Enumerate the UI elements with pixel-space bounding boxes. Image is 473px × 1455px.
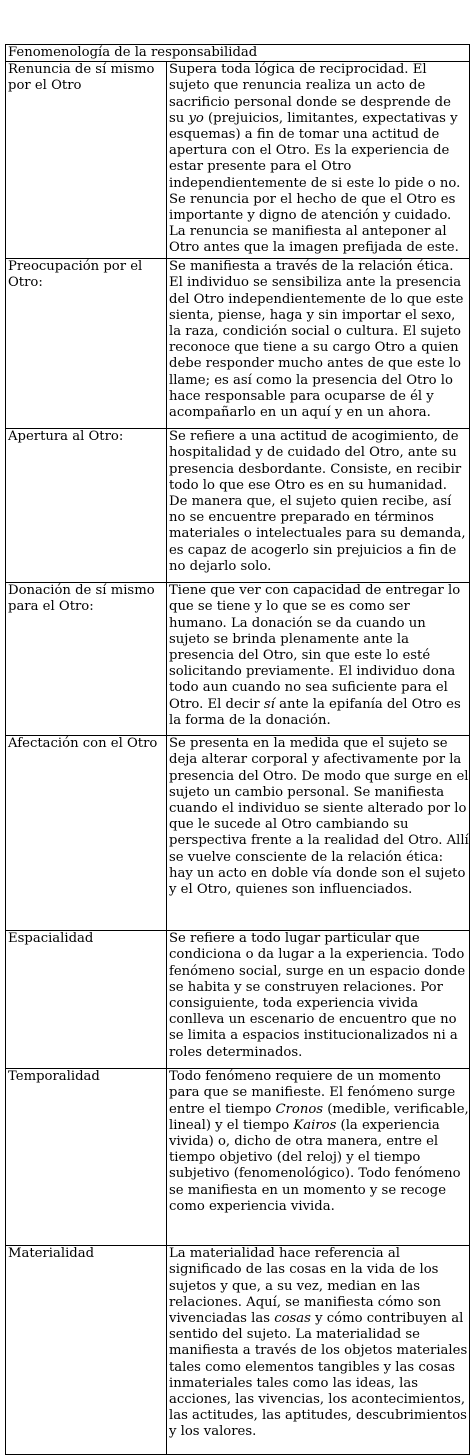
row-term: Temporalidad [6, 1069, 167, 1246]
italic-text: yo [188, 110, 204, 126]
responsibility-table [5, 44, 470, 1455]
table-row [6, 429, 470, 583]
table-row [6, 931, 470, 1069]
italic-text: cosas [274, 1311, 311, 1327]
text-segment: (prejuicios, limitantes, expectativas y esquemas) a fin de tomar una actitud de apertura con el Otro. Es la experiencia de estar presente para el Otro independientemente de si este lo pide o no. Se renuncia por el hecho de que el Otro es importante y digno de atención y cuidado. La renuncia se manifiesta al anteponer al Otro antes que la imagen prefijada de este. [169, 110, 461, 256]
table-row [6, 583, 470, 736]
row-description [167, 62, 470, 259]
table-row [6, 62, 470, 259]
row-description [167, 1246, 470, 1455]
table-row [6, 1246, 470, 1455]
text-segment: Todo fenómeno requiere de un momento para que se manifieste. El fenómeno surge entre el tiempo [169, 1069, 456, 1117]
table-header-row [6, 45, 470, 62]
italic-text: sí [263, 696, 275, 712]
text-segment: Se refiere a todo lugar particular que condiciona o da lugar a la experiencia. Todo fenómeno social, surge en un espacio donde se habita y se construyen relaciones. Por consiguiente, toda experiencia vivida conlleva un escenario de encuentro que no se limita a espacios institucionalizados ni a roles determinados. [169, 931, 466, 1060]
text-segment: Se manifiesta a través de la relación ética. El individuo se sensibiliza ante la presencia del Otro independientemente de lo que este sienta, piense, haga y sin importar el sexo, la raza, condición social o cultura. El sujeto reconoce que tiene a su cargo Otro a quien debe responder mucho antes de que este lo llame; es así como la presencia del Otro lo hace responsable para ocuparse de él y acompañarlo en un aquí y en un ahora. [169, 259, 464, 421]
row-description [167, 583, 470, 736]
text-segment: (medible, verificable, lineal) y el tiempo [169, 1101, 469, 1133]
row-term: Espacialidad [6, 931, 167, 1069]
text-segment: Supera toda lógica de reciprocidad. El sujeto que renuncia realiza un acto de sacrificio personal donde se desprende de su [169, 62, 451, 126]
text-segment: ante la epifanía del Otro es la forma de la donación. [169, 696, 461, 728]
table-body [6, 45, 470, 1455]
table-row [6, 1069, 470, 1246]
row-description [167, 931, 470, 1069]
row-term: Materialidad [6, 1246, 167, 1455]
row-description [167, 1069, 470, 1246]
row-description [167, 736, 470, 931]
text-segment: Se refiere a una actitud de acogimiento, de hospitalidad y de cuidado del Otro, ante su presencia desbordante. Consiste, en recibir todo lo que ese Otro es en su humanidad. De manera que, el sujeto quien recibe, así no se encuentre preparado en términos materiales o intelectuales para su demanda, es capaz de acogerlo sin prejuicios a fin de no dejarlo solo. [169, 429, 466, 574]
row-term: Afectación con el Otro [6, 736, 167, 931]
row-term: Renuncia de sí mismo por el Otro [6, 62, 167, 259]
table-row [6, 259, 470, 429]
row-description [167, 259, 470, 429]
text-segment: Tiene que ver con capacidad de entregar lo que se tiene y lo que se es como ser humano. La donación se da cuando un sujeto se brinda plenamente ante la presencia del Otro, sin que este lo esté solicitando previamente. El individuo dona todo aun cuando no sea suficiente para el Otro. El decir [169, 583, 461, 712]
row-term: Donación de sí mismo para el Otro: [6, 583, 167, 736]
italic-text: Cronos [275, 1101, 324, 1117]
table-title: Fenomenología de la responsabilidad [6, 45, 470, 62]
table-row [6, 736, 470, 931]
text-segment: y cómo contribuyen al sentido del sujeto. La materialidad se manifiesta a través de los objetos materiales tales como elementos tangibles y las cosas inmateriales tales como las ideas, las acciones, las vivencias, los acontecimientos, las actitudes, las aptitudes, descubrimientos y los valores. [169, 1311, 468, 1440]
text-segment: (la experiencia vivida) o, dicho de otra manera, entre el tiempo objetivo (del reloj) y el tiempo subjetivo (fenomenológico). Todo fenómeno se manifiesta en un momento y se recoge como experiencia vivida. [169, 1117, 461, 1214]
text-segment: Se presenta en la medida que el sujeto se deja alterar corporal y afectivamente por la presencia del Otro. De modo que surge en el sujeto un cambio personal. Se manifiesta cuando el individuo se siente alterado por lo que le sucede al Otro cambiando su perspectiva frente a la realidad del Otro. Allí se vuelve consciente de la relación ética: hay un acto en doble vía donde son el sujeto y el Otro, quienes son influenciados. [169, 736, 469, 898]
text-segment: La materialidad hace referencia al significado de las cosas en la vida de los sujetos y que, a su vez, median en las relaciones. Aquí, se manifiesta cómo son vivenciadas las [169, 1246, 441, 1327]
row-term: Apertura al Otro: [6, 429, 167, 583]
row-description [167, 429, 470, 583]
row-term: Preocupación por el Otro: [6, 259, 167, 429]
italic-text: Kairos [293, 1117, 337, 1133]
